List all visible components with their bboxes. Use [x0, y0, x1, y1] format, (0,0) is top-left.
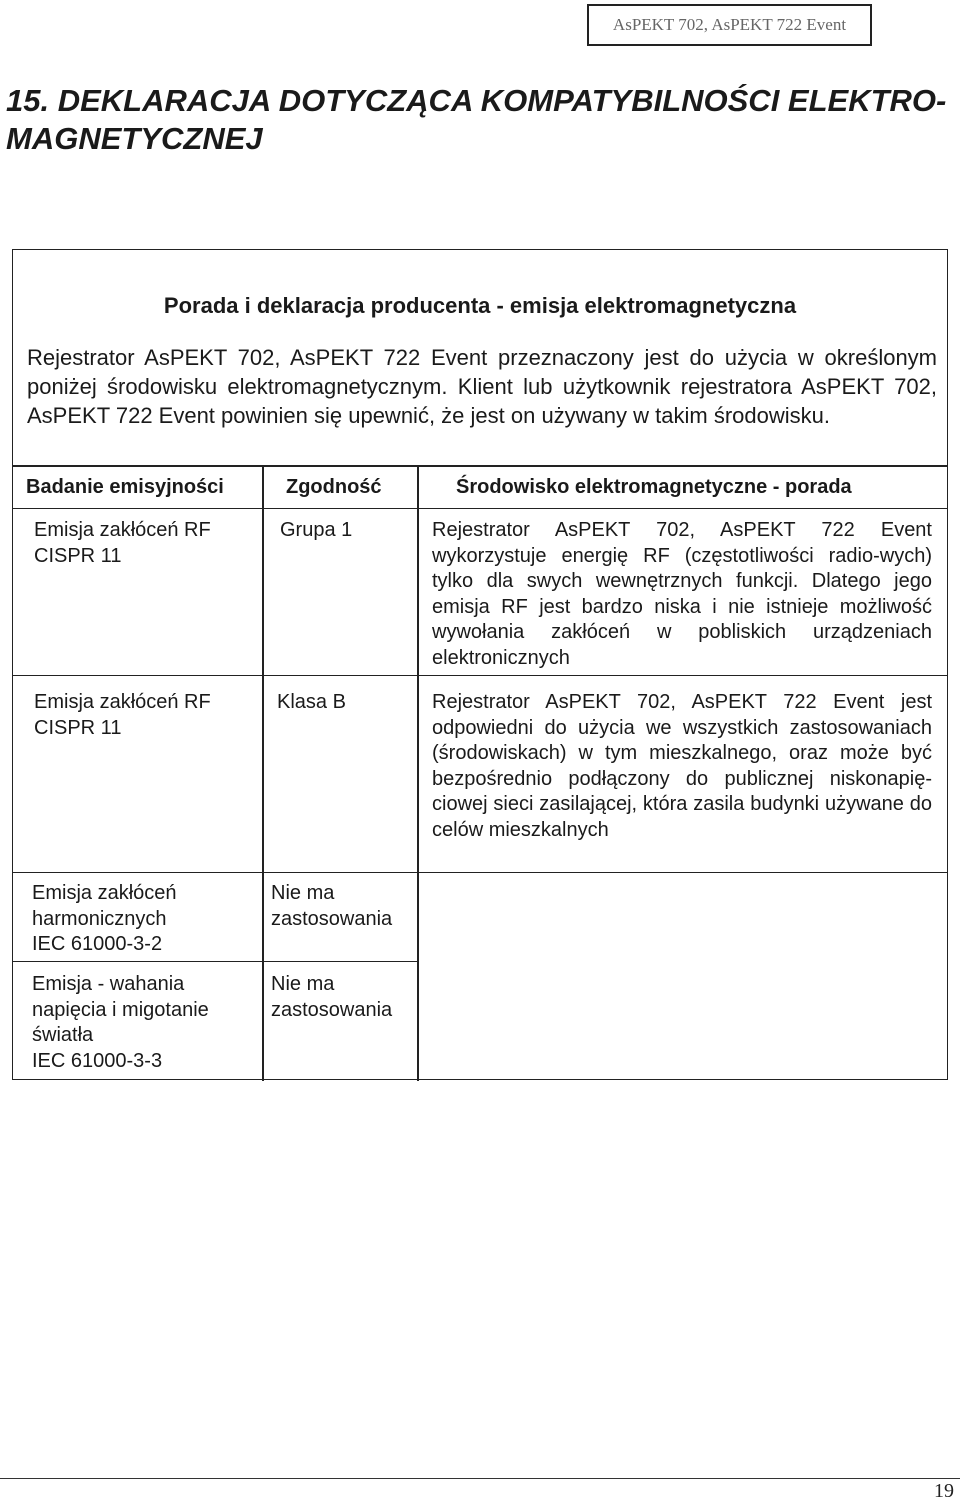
footer-rule	[0, 1478, 960, 1479]
emc-declaration-frame	[12, 249, 948, 1080]
row1-guidance: Rejestrator AsPEKT 702, AsPEKT 722 Event wykorzystuje energię RF (częstotliwości radio-wych) tylko dla swych wewnętrznych funkcji. Dlatego jego emisja RF jest bardzo niska i nie istnieje możliwość wywołania zakłóceń w pobliskich urządzeniach elektronicznych	[432, 519, 932, 669]
row4-compliance: Nie ma zastosowania	[271, 973, 393, 1021]
row3-compliance: Nie ma zastosowania	[271, 882, 393, 930]
row3-bottom-line	[13, 961, 418, 962]
row2-compliance: Klasa B	[277, 691, 346, 713]
col1-divider	[262, 465, 264, 1081]
running-header	[587, 4, 872, 46]
header-compliance: Zgodność	[286, 476, 382, 498]
intro-paragraph: Rejestrator AsPEKT 702, AsPEKT 722 Event przeznaczony jest do użycia w określonym poniżej środowisku elektromagnetycznym. Klient lub użytkownik rejestratora AsPEKT 702, AsPEKT 722 Event powinien się upewnić, że jest on używany w takim środowisku.	[27, 345, 937, 428]
row2-test: Emisja zakłóceń RF CISPR 11	[34, 691, 211, 739]
frame-heading: Porada i deklaracja producenta - emisja elektromagnetyczna	[163, 293, 797, 318]
col2-divider	[417, 465, 419, 1081]
row1-compliance: Grupa 1	[280, 519, 353, 541]
row2-bottom-line	[13, 872, 947, 873]
row1-bottom-line	[13, 675, 947, 676]
table-top-line	[13, 465, 947, 467]
row3-test: Emisja zakłóceń harmonicznych IEC 61000-3-2	[32, 882, 177, 955]
header-bottom-line	[13, 508, 947, 509]
header-test: Badanie emisyjności	[26, 476, 224, 498]
row1-test: Emisja zakłóceń RF CISPR 11	[34, 519, 211, 567]
row4-test: Emisja - wahania napięcia i migotanie światła IEC 61000-3-3	[32, 973, 209, 1072]
row2-guidance: Rejestrator AsPEKT 702, AsPEKT 722 Event jest odpowiedni do użycia we wszystkich zastosowaniach (środowiskach) w tym mieszkalnego, oraz może być bezpośrednio podłączony do publicznej niskonapię-ciowej sieci zasilającej, która zasila budynki używane do celów mieszkalnych	[432, 691, 932, 841]
page-number: 19	[934, 1480, 954, 1502]
header-guidance: Środowisko elektromagnetyczne - porada	[456, 476, 852, 498]
running-header-text: AsPEKT 702, AsPEKT 722 Event	[612, 15, 847, 34]
section-title: 15. DEKLARACJA DOTYCZĄCA KOMPATYBILNOŚCI ELEKTRO-MAGNETYCZNEJ	[6, 83, 947, 156]
